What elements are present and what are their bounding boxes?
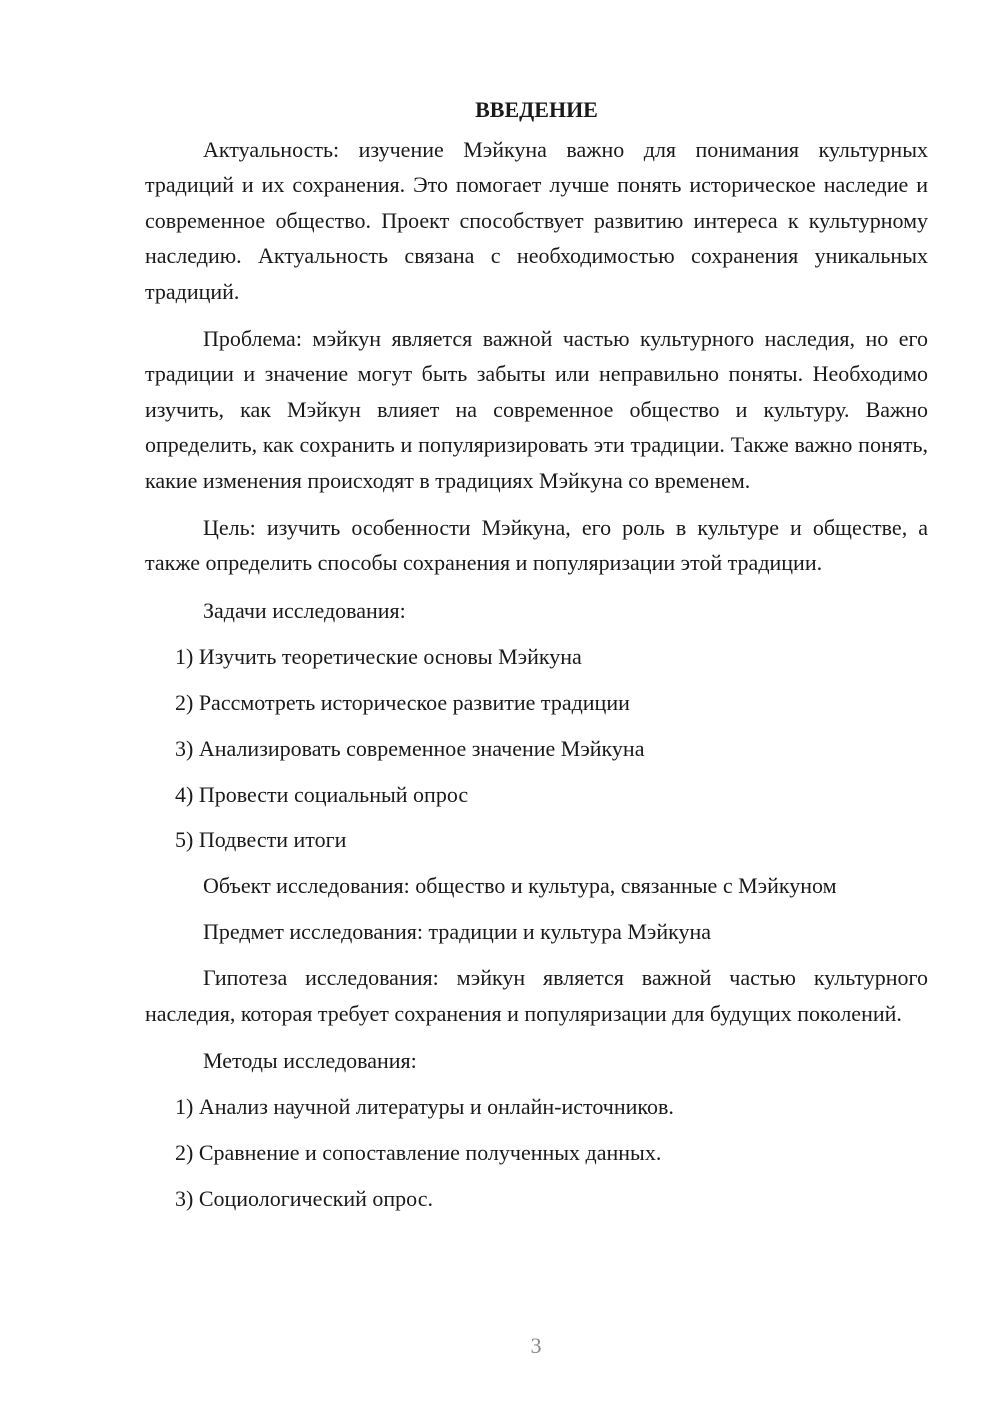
list-item-method-1: 1) Анализ научной литературы и онлайн-источников. (175, 1093, 674, 1119)
list-item-method-3: 3) Социологический опрос. (175, 1185, 433, 1211)
page-title: ВВЕДЕНИЕ (475, 97, 598, 122)
hypothesis-paragraph: Гипотеза исследования: мэйкун является важной частью культурного наследия, которая требует сохранения и популяризации для будущих поколений. (145, 965, 928, 1026)
methods-list (145, 1089, 928, 1216)
list-item-task-1: 1) Изучить теоретические основы Мэйкуна (175, 643, 582, 669)
research-object: Объект исследования: общество и культура, связанные с Мэйкуном (203, 873, 837, 899)
research-subject: Предмет исследования: традиции и культура Мэйкуна (203, 919, 712, 945)
list-item-task-3: 3) Анализировать современное значение Мэйкуна (175, 735, 645, 761)
list-item-task-5: 5) Подвести итоги (175, 827, 347, 853)
list-item-task-2: 2) Рассмотреть историческое развитие традиции (175, 689, 630, 715)
document-body (145, 92, 928, 1216)
tasks-list (145, 639, 928, 858)
list-item-task-4: 4) Провести социальный опрос (175, 781, 469, 807)
methods-heading: Методы исследования: (203, 1047, 417, 1073)
relevance-paragraph: Актуальность: изучение Мэйкуна важно для понимания культурных традиций и их сохранения. Это помогает лучше понять историческое наследие и современное общество. Проект способствует развитию интереса к культурному наследию. Актуальность связана с необходимостью сохранения уникальных традиций. (145, 137, 928, 304)
tasks-heading: Задачи исследования: (203, 597, 406, 623)
page-number: 3 (530, 1333, 542, 1358)
goal-paragraph: Цель: изучить особенности Мэйкуна, его роль в культуре и обществе, а также определить способы сохранения и популяризации этой традиции. (145, 515, 928, 576)
list-item-method-2: 2) Сравнение и сопоставление полученных данных. (175, 1139, 662, 1165)
problem-paragraph: Проблема: мэйкун является важной частью культурного наследия, но его традиции и значение могут быть забыты или неправильно поняты. Необходимо изучить, как Мэйкун влияет на современное общество и культуру. Важно определить, как сохранить и популяризировать эти традиции. Также важно понять, какие изменения происходят в традициях Мэйкуна со временем. (145, 326, 928, 493)
